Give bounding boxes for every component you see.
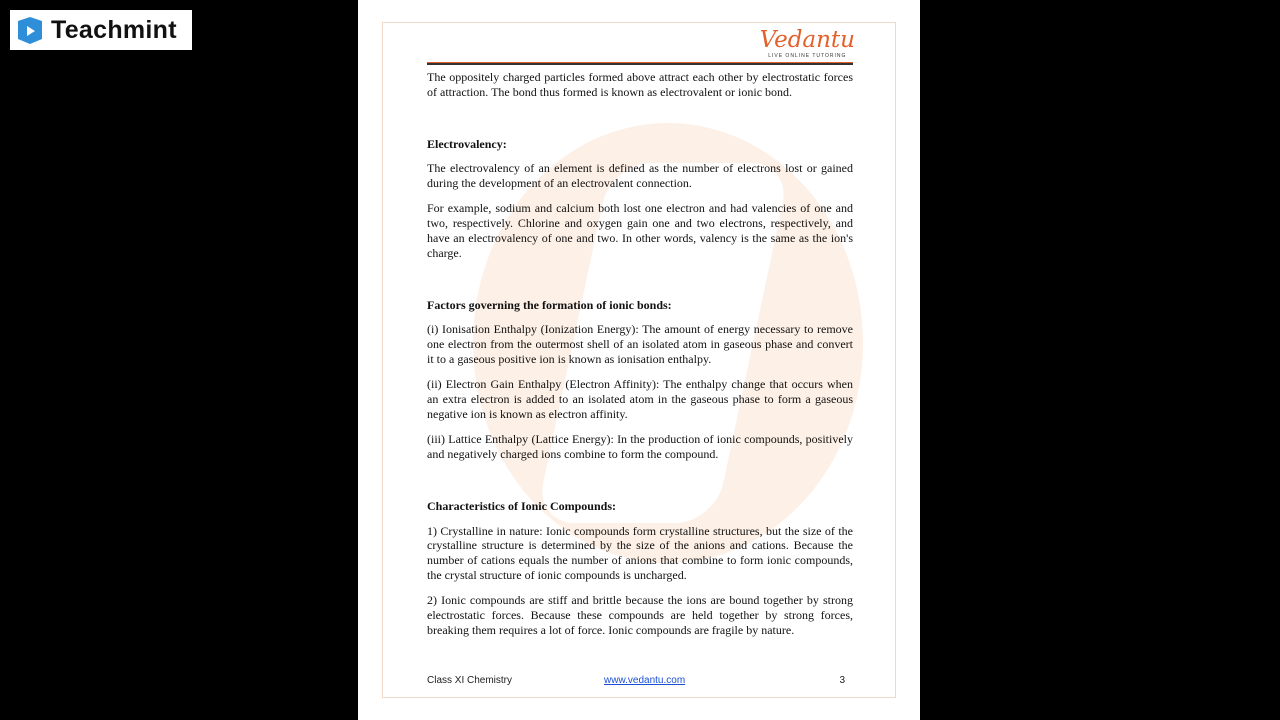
teachmint-book-icon <box>15 15 45 45</box>
section-heading: Characteristics of Ionic Compounds: <box>427 498 616 513</box>
paragraph: For example, sodium and calcium both lost one electron and had valencies of one and two, respectively. Chlorine and oxygen gain one and two electrons, respectively, and have an electrovalency of one and two. In other words, valency is the same as the ion's charge. <box>427 201 853 260</box>
header-rule <box>427 62 853 65</box>
section-heading: Electrovalency: <box>427 136 507 151</box>
document-page <box>358 0 920 720</box>
logo-text: Teachmint <box>51 15 177 44</box>
paragraph: 1) Crystalline in nature: Ionic compounds form crystalline structures, but the size of the crystalline structure is determined by the size of the anions and cations. Because the number of cations equals the number of anions that combine to form ionic compounds, the crystal structure of ionic compounds is uncharged. <box>427 523 853 583</box>
page-content <box>427 70 853 648</box>
paragraph: The electrovalency of an element is defined as the number of electrons lost or gained during the development of an electrovalent connection. <box>427 161 853 191</box>
page-footer <box>427 675 853 686</box>
paragraph: (i) Ionisation Enthalpy (Ionization Energy): The amount of energy necessary to remove one electron from the outermost shell of an isolated atom in gaseous phase and convert it to a gaseous positive ion is known as ionisation enthalpy. <box>427 322 853 367</box>
section-heading: Factors governing the formation of ionic bonds: <box>427 297 672 312</box>
paragraph: (iii) Lattice Enthalpy (Lattice Energy): In the production of ionic compounds, positively and negatively charged ions combine to form the compound. <box>427 432 853 462</box>
page-frame <box>382 22 896 698</box>
page-number: 3 <box>839 675 845 686</box>
brand-name: Vedantu <box>759 27 855 53</box>
vedantu-logo <box>760 27 855 59</box>
footer-link[interactable]: www.vedantu.com <box>604 675 686 686</box>
intro-paragraph: The oppositely charged particles formed above attract each other by electrostatic forces of attraction. The bond thus formed is known as electrovalent or ionic bond. <box>427 70 853 99</box>
teachmint-logo <box>10 10 192 50</box>
paragraph: (ii) Electron Gain Enthalpy (Electron Affinity): The enthalpy change that occurs when an extra electron is added to an isolated atom in the gaseous phase to form a gaseous negative ion is known as electron affinity. <box>427 377 853 421</box>
paragraph: 2) Ionic compounds are stiff and brittle because the ions are bound together by strong electrostatic forces. Because these compounds are held together by strong forces, breaking them requires a lot of force. Ionic compounds are fragile by nature. <box>427 593 853 637</box>
footer-class: Class XI Chemistry <box>427 675 513 686</box>
brand-tagline: LIVE ONLINE TUTORING <box>768 53 847 59</box>
